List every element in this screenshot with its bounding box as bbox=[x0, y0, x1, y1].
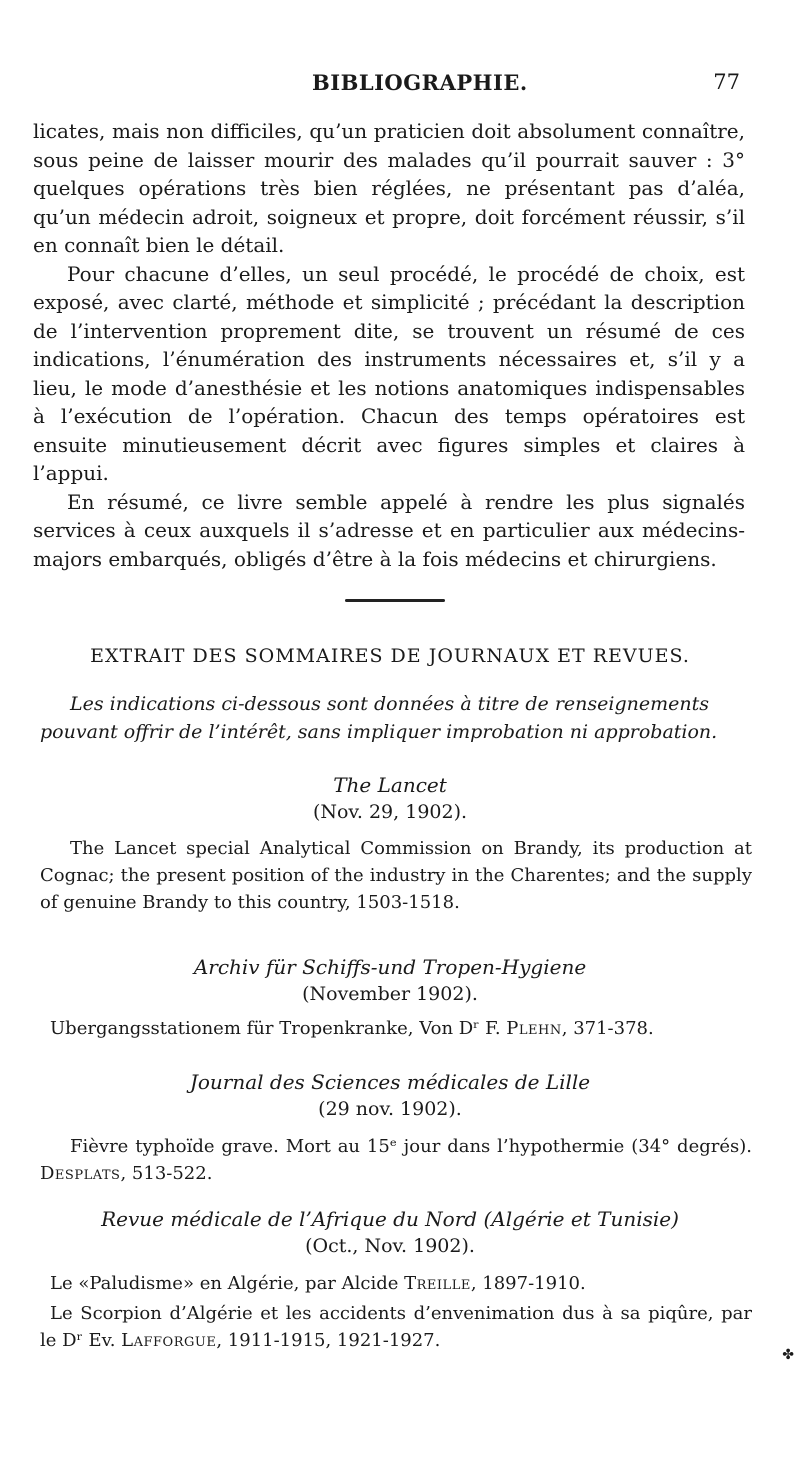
journal-date: (Oct., Nov. 1902). bbox=[305, 1235, 475, 1257]
entry-text: Le «Paludisme» en Algérie, par Alcide bbox=[50, 1273, 399, 1294]
body-text bbox=[33, 117, 745, 573]
journal-name: Revue médicale de l’Afrique du Nord (Algérie et Tunisie) bbox=[101, 1207, 679, 1231]
journal-entry bbox=[40, 1133, 752, 1187]
journal-heading bbox=[40, 1070, 740, 1120]
journal-name: The Lancet bbox=[333, 773, 447, 797]
journal-heading bbox=[40, 955, 740, 1005]
journal-name: Journal des Sciences médicales de Lille bbox=[189, 1070, 591, 1094]
section-title: EXTRAIT DES SOMMAIRES DE JOURNAUX ET REVUES. bbox=[90, 645, 690, 667]
journal-name: Archiv für Schiffs-und Tropen-Hygiene bbox=[193, 955, 587, 979]
entry-author: Desplats bbox=[40, 1163, 121, 1184]
journal-entry: The Lancet special Analytical Commission on Brandy, its production at Cognac; the present position of the industry in the Charentes; and the supply of genuine Brandy to this country, 1503-1518. bbox=[40, 838, 752, 913]
journal-date: (29 nov. 1902). bbox=[318, 1098, 462, 1120]
paragraph: Pour chacune d’elles, un seul procédé, le procédé de choix, est exposé, avec clarté, méthode et simplicité ; précédant la description de l’intervention proprement dite, se trouvent un résumé de ces indications, l’énumération des instruments nécessaires et, s’il y a lieu, le mode d’anesthésie et les notions anatomiques indispensables à l’exécution de l’opération. Chacun des temps opératoires est ensuite minutieusement décrit avec figures simples et claires à l’appui. bbox=[33, 261, 745, 485]
margin-ornament: ✤ bbox=[782, 1347, 794, 1363]
entry-pages: , 1897-1910. bbox=[470, 1273, 586, 1294]
page-number: 77 bbox=[713, 70, 740, 94]
entry-pages: , 1911-1915, 1921-1927. bbox=[216, 1330, 441, 1351]
entry-pages: , 513-522. bbox=[120, 1163, 213, 1184]
journal-entry bbox=[40, 1270, 752, 1297]
entry-text: Le Scorpion d’Algérie et les accidents d’envenimation dus à sa piqûre, par le Dʳ Ev. bbox=[40, 1303, 752, 1351]
paragraph: En résumé, ce livre semble appelé à rendre les plus signalés services à ceux auxquels il s’adresse et en particulier aux médecins-majors embarqués, obligés d’être à la fois médecins et chirurgiens. bbox=[33, 489, 745, 571]
entry-author: Treille bbox=[404, 1273, 471, 1294]
section-notice: Les indications ci-dessous sont données à titre de renseignements pouvant offrir de l’intérêt, sans impliquer improbation ni approbation. bbox=[40, 693, 718, 743]
journal-entry bbox=[40, 1015, 752, 1042]
section-divider bbox=[345, 599, 445, 602]
entry-author: Lafforgue bbox=[121, 1330, 217, 1351]
entry-author: Plehn bbox=[506, 1018, 562, 1039]
entry-text: Ubergangsstationem für Tropenkranke, Von Dʳ F. bbox=[50, 1018, 501, 1039]
journal-heading bbox=[40, 1207, 740, 1257]
entry-text: Fièvre typhoïde grave. Mort au 15ᵉ jour dans l’hypothermie (34° degrés). bbox=[70, 1136, 752, 1157]
header-title: BIBLIOGRAPHIE. bbox=[312, 70, 528, 95]
journal-heading bbox=[40, 773, 740, 823]
journal-entry bbox=[40, 1300, 752, 1354]
paragraph: licates, mais non difficiles, qu’un praticien doit absolument connaître, sous peine de laisser mourir des malades qu’il pourrait sauver : 3° quelques opérations très bien réglées, ne présentant pas d’aléa, qu’un médecin adroit, soigneux et propre, doit forcément réussir, s’il en connaît bien le détail. bbox=[33, 119, 745, 257]
journal-date: (Nov. 29, 1902). bbox=[312, 801, 468, 823]
running-header bbox=[290, 70, 740, 102]
journal-date: (November 1902). bbox=[302, 983, 478, 1005]
entry-pages: , 371-378. bbox=[561, 1018, 654, 1039]
